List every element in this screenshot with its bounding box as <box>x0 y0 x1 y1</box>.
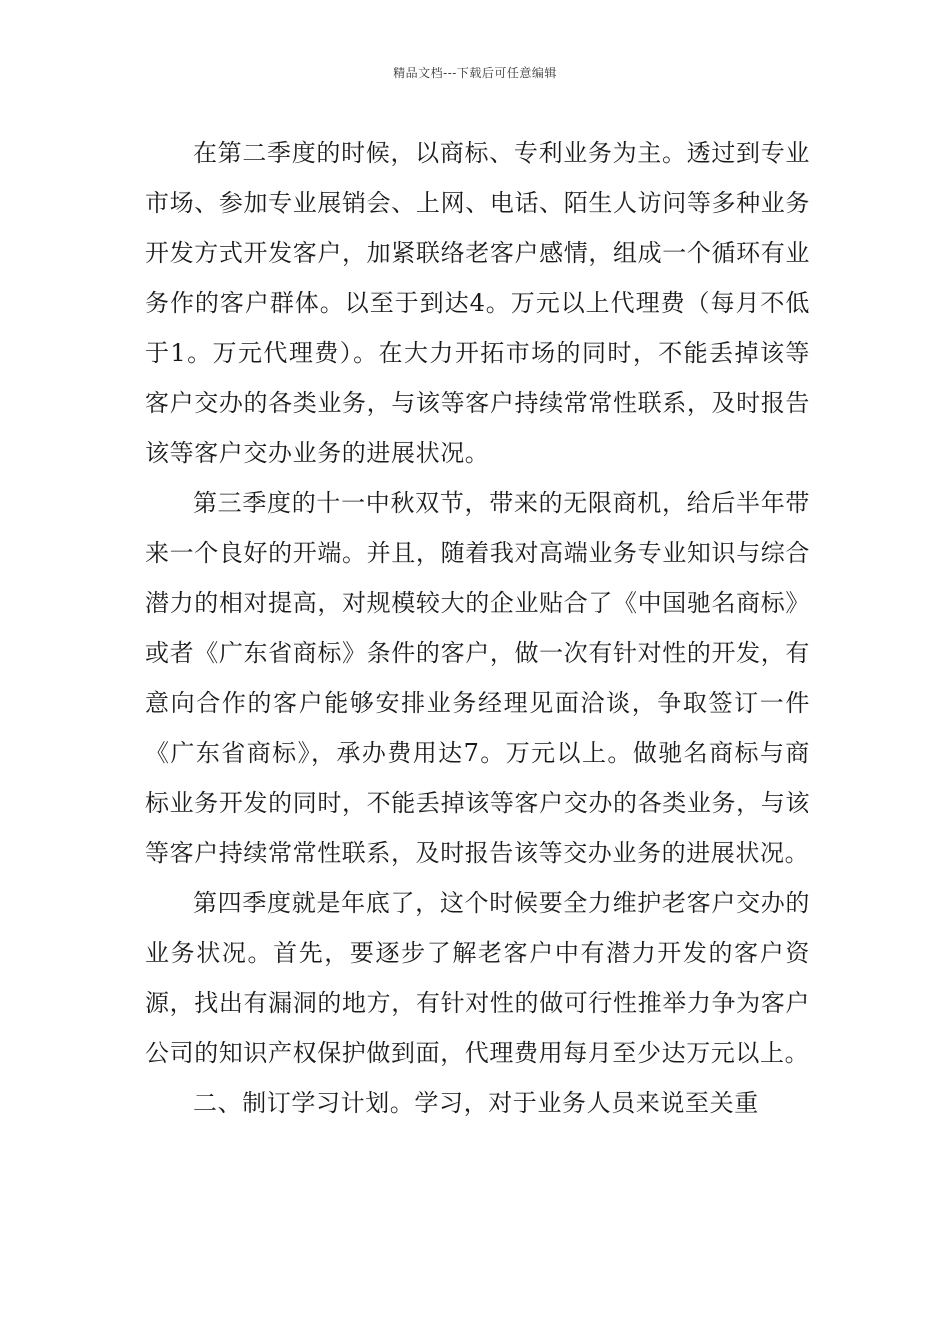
document-body <box>145 128 810 1128</box>
paragraph-study-plan: 二、制订学习计划。学习，对于业务人员来说至关重 <box>193 1089 759 1117</box>
page-header: 精品文档---下载后可任意编辑 <box>393 66 557 80</box>
paragraph-q4: 第四季度就是年底了，这个时候要全力维护老客户交办的业务状况。首先，要逐步了解老客户中有潜力开发的客户资源，找出有漏洞的地方，有针对性的做可行性推举力争为客户公司的知识产权保护做到面，代理费用每月至少达万元以上。 <box>145 889 810 1067</box>
paragraph-q3: 第三季度的十一中秋双节，带来的无限商机，给后半年带来一个良好的开端。并且，随着我对高端业务专业知识与综合潜力的相对提高，对规模较大的企业贴合了《中国驰名商标》或者《广东省商标》条件的客户，做一次有针对性的开发，有意向合作的客户能够安排业务经理见面洽谈，争取签订一件《广东省商标》，承办费用达7。万元以上。做驰名商标与商标业务开发的同时，不能丢掉该等客户交办的各类业务，与该等客户持续常常性联系，及时报告该等交办业务的进展状况。 <box>145 489 810 867</box>
paragraph-q2: 在第二季度的时候，以商标、专利业务为主。透过到专业市场、参加专业展销会、上网、电话、陌生人访问等多种业务开发方式开发客户，加紧联络老客户感情，组成一个循环有业务作的客户群体。以至于到达4。万元以上代理费（每月不低于1。万元代理费）。在大力开拓市场的同时，不能丢掉该等客户交办的各类业务，与该等客户持续常常性联系，及时报告该等客户交办业务的进展状况。 <box>145 139 810 467</box>
